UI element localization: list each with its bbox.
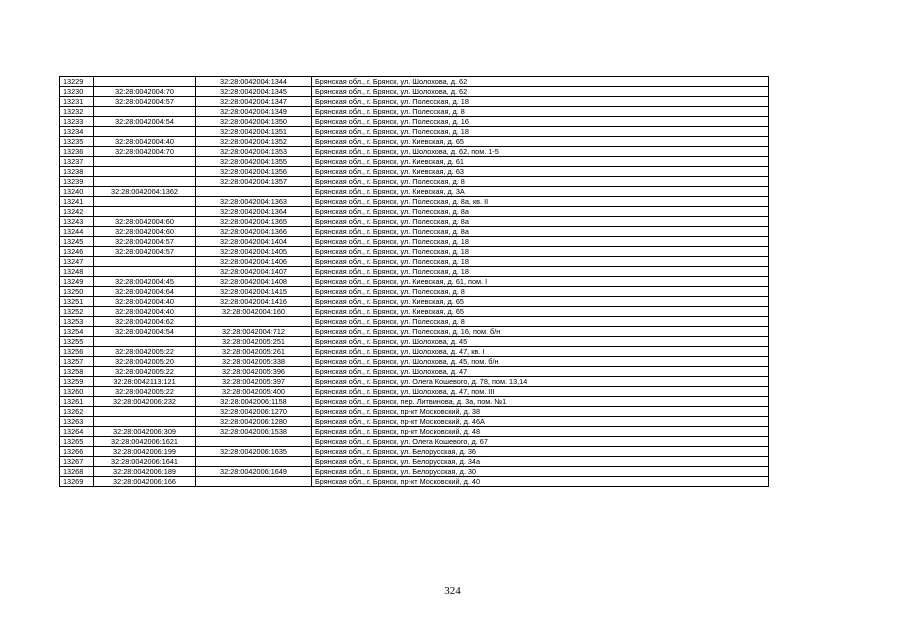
address-cell: Брянская обл., г. Брянск, ул. Полесская, д. 18: [312, 267, 769, 277]
table-row: [60, 427, 769, 437]
table-row: [60, 417, 769, 427]
address-cell: Брянская обл., г. Брянск, ул. Киевская, д. 3А: [312, 187, 769, 197]
table-row: [60, 167, 769, 177]
address-cell: Брянская обл., г. Брянск, ул. Полесская, д. 8а: [312, 207, 769, 217]
cadastral-number-cell: 32:28:0042004:1356: [196, 167, 312, 177]
parent-cadastral-number-cell: 32:28:0042006:199: [94, 447, 196, 457]
cadastral-number-cell: 32:28:0042004:1415: [196, 287, 312, 297]
parent-cadastral-number-cell: [94, 127, 196, 137]
address-cell: Брянская обл., г. Брянск, ул. Белорусская, д. 36: [312, 447, 769, 457]
parent-cadastral-number-cell: [94, 337, 196, 347]
parent-cadastral-number-cell: [94, 267, 196, 277]
row-number-cell: 13260: [60, 387, 94, 397]
table-row: [60, 267, 769, 277]
table-row: [60, 107, 769, 117]
cadastral-number-cell: 32:28:0042004:1349: [196, 107, 312, 117]
cadastral-number-cell: 32:28:0042004:1347: [196, 97, 312, 107]
table-row: [60, 237, 769, 247]
table-row: [60, 127, 769, 137]
parent-cadastral-number-cell: 32:28:0042005:22: [94, 387, 196, 397]
cadastral-number-cell: 32:28:0042004:712: [196, 327, 312, 337]
cadastral-number-cell: 32:28:0042004:1363: [196, 197, 312, 207]
row-number-cell: 13258: [60, 367, 94, 377]
address-cell: Брянская обл., г. Брянск, ул. Киевская, д. 65: [312, 297, 769, 307]
row-number-cell: 13234: [60, 127, 94, 137]
row-number-cell: 13268: [60, 467, 94, 477]
table-row: [60, 467, 769, 477]
parent-cadastral-number-cell: 32:28:0042006:232: [94, 397, 196, 407]
row-number-cell: 13231: [60, 97, 94, 107]
cadastral-number-cell: 32:28:0042006:1280: [196, 417, 312, 427]
parent-cadastral-number-cell: 32:28:0042004:70: [94, 147, 196, 157]
row-number-cell: 13236: [60, 147, 94, 157]
cadastral-number-cell: 32:28:0042004:1366: [196, 227, 312, 237]
address-cell: Брянская обл., г. Брянск, ул. Полесская, д. 16, пом. б/н: [312, 327, 769, 337]
row-number-cell: 13263: [60, 417, 94, 427]
table-row: [60, 287, 769, 297]
row-number-cell: 13250: [60, 287, 94, 297]
row-number-cell: 13240: [60, 187, 94, 197]
cadastral-number-cell: 32:28:0042005:251: [196, 337, 312, 347]
row-number-cell: 13251: [60, 297, 94, 307]
table-row: [60, 367, 769, 377]
table-row: [60, 277, 769, 287]
cadastral-number-cell: 32:28:0042005:396: [196, 367, 312, 377]
parent-cadastral-number-cell: [94, 157, 196, 167]
address-cell: Брянская обл., г. Брянск, ул. Полесская, д. 18: [312, 247, 769, 257]
parent-cadastral-number-cell: 32:28:0042004:57: [94, 237, 196, 247]
cadastral-number-cell: [196, 457, 312, 467]
table-row: [60, 327, 769, 337]
cadastral-number-cell: 32:28:0042004:1352: [196, 137, 312, 147]
cadastral-number-cell: 32:28:0042004:1355: [196, 157, 312, 167]
cadastral-number-cell: 32:28:0042006:1635: [196, 447, 312, 457]
parent-cadastral-number-cell: 32:28:0042004:57: [94, 247, 196, 257]
address-cell: Брянская обл., г. Брянск, ул. Полесская, д. 8: [312, 287, 769, 297]
address-cell: Брянская обл., г. Брянск, пр-кт Московский, д. 40: [312, 477, 769, 487]
table-row: [60, 307, 769, 317]
address-cell: Брянская обл., г. Брянск, ул. Белорусская, д. 30: [312, 467, 769, 477]
cadastral-number-cell: 32:28:0042006:1649: [196, 467, 312, 477]
parent-cadastral-number-cell: [94, 417, 196, 427]
parent-cadastral-number-cell: 32:28:0042005:22: [94, 347, 196, 357]
cadastral-number-cell: 32:28:0042004:1351: [196, 127, 312, 137]
cadastral-number-cell: 32:28:0042004:1350: [196, 117, 312, 127]
table-row: [60, 207, 769, 217]
table-row: [60, 317, 769, 327]
row-number-cell: 13246: [60, 247, 94, 257]
address-cell: Брянская обл., г. Брянск, ул. Киевская, д. 61: [312, 157, 769, 167]
row-number-cell: 13264: [60, 427, 94, 437]
parent-cadastral-number-cell: [94, 167, 196, 177]
parent-cadastral-number-cell: 32:28:0042004:62: [94, 317, 196, 327]
row-number-cell: 13247: [60, 257, 94, 267]
row-number-cell: 13267: [60, 457, 94, 467]
parent-cadastral-number-cell: 32:28:0042005:22: [94, 367, 196, 377]
parent-cadastral-number-cell: 32:28:0042004:45: [94, 277, 196, 287]
registry-table: [59, 76, 769, 487]
cadastral-number-cell: 32:28:0042004:1408: [196, 277, 312, 287]
parent-cadastral-number-cell: [94, 107, 196, 117]
cadastral-number-cell: 32:28:0042006:1158: [196, 397, 312, 407]
table-row: [60, 197, 769, 207]
address-cell: Брянская обл., г. Брянск, пр-кт Московский, д. 48: [312, 427, 769, 437]
parent-cadastral-number-cell: 32:28:0042004:70: [94, 87, 196, 97]
parent-cadastral-number-cell: 32:28:0042004:40: [94, 137, 196, 147]
row-number-cell: 13232: [60, 107, 94, 117]
cadastral-number-cell: 32:28:0042004:1357: [196, 177, 312, 187]
address-cell: Брянская обл., г. Брянск, ул. Киевская, д. 65: [312, 137, 769, 147]
cadastral-number-cell: 32:28:0042004:1345: [196, 87, 312, 97]
parent-cadastral-number-cell: 32:28:0042004:40: [94, 307, 196, 317]
cadastral-number-cell: [196, 437, 312, 447]
table-row: [60, 157, 769, 167]
parent-cadastral-number-cell: 32:28:0042004:54: [94, 117, 196, 127]
address-cell: Брянская обл., г. Брянск, ул. Шолохова, д. 62: [312, 77, 769, 87]
address-cell: Брянская обл., г. Брянск, ул. Полесская, д. 18: [312, 97, 769, 107]
row-number-cell: 13238: [60, 167, 94, 177]
row-number-cell: 13256: [60, 347, 94, 357]
table-row: [60, 77, 769, 87]
parent-cadastral-number-cell: [94, 207, 196, 217]
address-cell: Брянская обл., г. Брянск, ул. Полесская, д. 8а, кв. II: [312, 197, 769, 207]
row-number-cell: 13265: [60, 437, 94, 447]
parent-cadastral-number-cell: [94, 77, 196, 87]
parent-cadastral-number-cell: 32:28:0042006:1641: [94, 457, 196, 467]
table-row: [60, 457, 769, 467]
parent-cadastral-number-cell: 32:28:0042004:57: [94, 97, 196, 107]
table-row: [60, 347, 769, 357]
parent-cadastral-number-cell: 32:28:0042006:166: [94, 477, 196, 487]
cadastral-number-cell: 32:28:0042005:261: [196, 347, 312, 357]
address-cell: Брянская обл., г. Брянск, ул. Олега Кошевого, д. 67: [312, 437, 769, 447]
parent-cadastral-number-cell: 32:28:0042004:54: [94, 327, 196, 337]
parent-cadastral-number-cell: [94, 197, 196, 207]
address-cell: Брянская обл., г. Брянск, ул. Киевская, д. 61, пом. I: [312, 277, 769, 287]
parent-cadastral-number-cell: [94, 257, 196, 267]
table-row: [60, 337, 769, 347]
address-cell: Брянская обл., г. Брянск, пер. Литвинова, д. 3а, пом. №1: [312, 397, 769, 407]
table-row: [60, 357, 769, 367]
row-number-cell: 13229: [60, 77, 94, 87]
table-row: [60, 447, 769, 457]
table-row: [60, 87, 769, 97]
cadastral-number-cell: 32:28:0042005:338: [196, 357, 312, 367]
parent-cadastral-number-cell: 32:28:0042004:40: [94, 297, 196, 307]
cadastral-number-cell: 32:28:0042004:1405: [196, 247, 312, 257]
address-cell: Брянская обл., г. Брянск, ул. Шолохова, д. 47: [312, 367, 769, 377]
row-number-cell: 13262: [60, 407, 94, 417]
address-cell: Брянская обл., г. Брянск, ул. Шолохова, д. 62: [312, 87, 769, 97]
address-cell: Брянская обл., г. Брянск, ул. Шолохова, д. 45: [312, 337, 769, 347]
cadastral-number-cell: 32:28:0042006:1270: [196, 407, 312, 417]
address-cell: Брянская обл., г. Брянск, ул. Шолохова, д. 47, пом. III: [312, 387, 769, 397]
cadastral-number-cell: [196, 317, 312, 327]
cadastral-number-cell: 32:28:0042004:1365: [196, 217, 312, 227]
cadastral-number-cell: 32:28:0042004:1416: [196, 297, 312, 307]
row-number-cell: 13257: [60, 357, 94, 367]
cadastral-number-cell: 32:28:0042004:1407: [196, 267, 312, 277]
table-row: [60, 377, 769, 387]
address-cell: Брянская обл., г. Брянск, ул. Киевская, д. 65: [312, 307, 769, 317]
registry-table-body: [60, 77, 769, 487]
page-number: 324: [444, 585, 461, 597]
address-cell: Брянская обл., г. Брянск, ул. Полесская, д. 8: [312, 317, 769, 327]
table-row: [60, 147, 769, 157]
row-number-cell: 13269: [60, 477, 94, 487]
row-number-cell: 13248: [60, 267, 94, 277]
parent-cadastral-number-cell: 32:28:0042004:60: [94, 217, 196, 227]
table-row: [60, 137, 769, 147]
cadastral-number-cell: [196, 477, 312, 487]
table-row: [60, 297, 769, 307]
table-row: [60, 227, 769, 237]
row-number-cell: 13242: [60, 207, 94, 217]
address-cell: Брянская обл., г. Брянск, ул. Шолохова, д. 45, пом. б/н: [312, 357, 769, 367]
row-number-cell: 13233: [60, 117, 94, 127]
table-row: [60, 407, 769, 417]
address-cell: Брянская обл., г. Брянск, ул. Полесская, д. 18: [312, 257, 769, 267]
cadastral-number-cell: 32:28:0042006:1538: [196, 427, 312, 437]
row-number-cell: 13244: [60, 227, 94, 237]
address-cell: Брянская обл., г. Брянск, ул. Полесская, д. 16: [312, 117, 769, 127]
address-cell: Брянская обл., г. Брянск, пр-кт Московский, д. 46А: [312, 417, 769, 427]
table-row: [60, 257, 769, 267]
parent-cadastral-number-cell: 32:28:0042004:64: [94, 287, 196, 297]
address-cell: Брянская обл., г. Брянск, ул. Шолохова, д. 62, пом. 1-5: [312, 147, 769, 157]
table-row: [60, 117, 769, 127]
row-number-cell: 13243: [60, 217, 94, 227]
cadastral-number-cell: 32:28:0042004:1344: [196, 77, 312, 87]
table-row: [60, 397, 769, 407]
row-number-cell: 13237: [60, 157, 94, 167]
row-number-cell: 13266: [60, 447, 94, 457]
address-cell: Брянская обл., г. Брянск, пр-кт Московский, д. 38: [312, 407, 769, 417]
address-cell: Брянская обл., г. Брянск, ул. Полесская, д. 18: [312, 237, 769, 247]
row-number-cell: 13255: [60, 337, 94, 347]
cadastral-number-cell: 32:28:0042004:1364: [196, 207, 312, 217]
address-cell: Брянская обл., г. Брянск, ул. Белорусская, д. 34а: [312, 457, 769, 467]
table-row: [60, 437, 769, 447]
address-cell: Брянская обл., г. Брянск, ул. Полесская, д. 8: [312, 177, 769, 187]
table-row: [60, 97, 769, 107]
parent-cadastral-number-cell: [94, 177, 196, 187]
address-cell: Брянская обл., г. Брянск, ул. Полесская, д. 18: [312, 127, 769, 137]
table-row: [60, 387, 769, 397]
parent-cadastral-number-cell: 32:28:0042005:20: [94, 357, 196, 367]
cadastral-number-cell: 32:28:0042004:1353: [196, 147, 312, 157]
parent-cadastral-number-cell: 32:28:0042006:1621: [94, 437, 196, 447]
address-cell: Брянская обл., г. Брянск, ул. Полесская, д. 8а: [312, 217, 769, 227]
row-number-cell: 13245: [60, 237, 94, 247]
row-number-cell: 13230: [60, 87, 94, 97]
row-number-cell: 13253: [60, 317, 94, 327]
row-number-cell: 13239: [60, 177, 94, 187]
row-number-cell: 13261: [60, 397, 94, 407]
parent-cadastral-number-cell: 32:28:0042004:1362: [94, 187, 196, 197]
row-number-cell: 13241: [60, 197, 94, 207]
address-cell: Брянская обл., г. Брянск, ул. Киевская, д. 63: [312, 167, 769, 177]
cadastral-number-cell: 32:28:0042005:397: [196, 377, 312, 387]
parent-cadastral-number-cell: [94, 407, 196, 417]
row-number-cell: 13249: [60, 277, 94, 287]
table-row: [60, 217, 769, 227]
cadastral-number-cell: 32:28:0042004:160: [196, 307, 312, 317]
address-cell: Брянская обл., г. Брянск, ул. Олега Кошевого, д. 78, пом. 13,14: [312, 377, 769, 387]
table-row: [60, 477, 769, 487]
cadastral-number-cell: 32:28:0042005:400: [196, 387, 312, 397]
cadastral-number-cell: 32:28:0042004:1406: [196, 257, 312, 267]
address-cell: Брянская обл., г. Брянск, ул. Шолохова, д. 47, кв. I: [312, 347, 769, 357]
parent-cadastral-number-cell: 32:28:0042004:60: [94, 227, 196, 237]
table-row: [60, 187, 769, 197]
row-number-cell: 13252: [60, 307, 94, 317]
parent-cadastral-number-cell: 32:28:0042113:121: [94, 377, 196, 387]
cadastral-number-cell: [196, 187, 312, 197]
table-row: [60, 177, 769, 187]
cadastral-number-cell: 32:28:0042004:1404: [196, 237, 312, 247]
row-number-cell: 13235: [60, 137, 94, 147]
parent-cadastral-number-cell: 32:28:0042006:189: [94, 467, 196, 477]
table-row: [60, 247, 769, 257]
address-cell: Брянская обл., г. Брянск, ул. Полесская, д. 8: [312, 107, 769, 117]
parent-cadastral-number-cell: 32:28:0042006:309: [94, 427, 196, 437]
address-cell: Брянская обл., г. Брянск, ул. Полесская, д. 8а: [312, 227, 769, 237]
row-number-cell: 13259: [60, 377, 94, 387]
row-number-cell: 13254: [60, 327, 94, 337]
